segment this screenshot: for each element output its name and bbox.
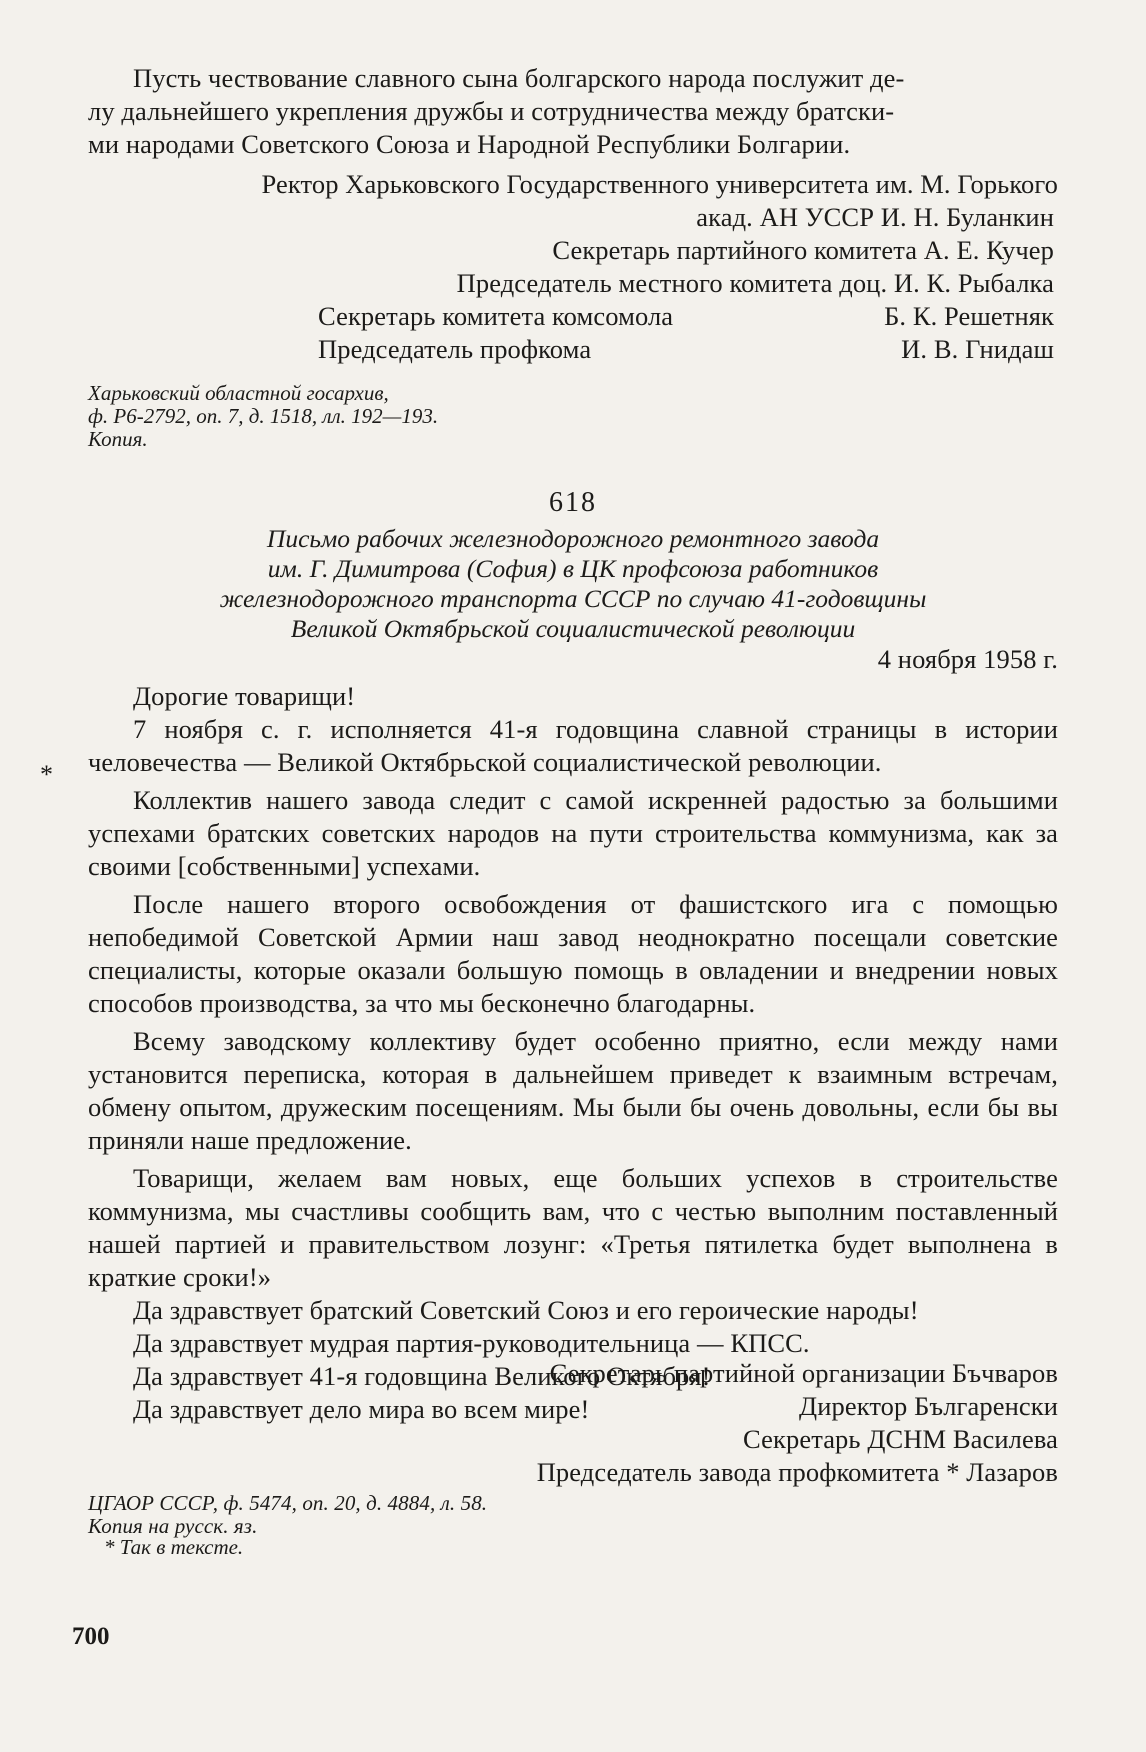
document-number: 618 (549, 487, 597, 518)
source-line: Копия на русск. яз. (88, 1514, 258, 1538)
margin-asterisk: * (40, 760, 53, 789)
signature-party-secretary: Секретарь партийного комитета А. Е. Кучер (552, 235, 1054, 265)
signature-rector-name: акад. АН УССР И. Н. Буланкин (696, 202, 1054, 232)
source-line: Харьковский областной госархив, (88, 381, 389, 405)
source-line: ф. Р6-2792, оп. 7, д. 1518, лл. 192—193. (88, 404, 439, 428)
title-line: Великой Октябрьской социалистической революции (290, 614, 856, 643)
signature-block-1 (88, 168, 1058, 366)
text-line: Пусть чествование славного сына болгарского народа послужит де- (133, 63, 905, 93)
signature-block-2 (88, 1357, 1058, 1538)
letter-paragraph: Товарищи, желаем вам новых, еще больших успехов в строительстве коммунизма, мы счастливы сообщить вам, что с честью выполним поставленный нашей партией и правительством лозунг: «Третья пятилетка будет выполнена в краткие сроки!» (88, 1163, 1058, 1292)
signature-komsomol (88, 300, 1058, 333)
archive-source-1 (88, 382, 688, 451)
signature-role: Секретарь комитета комсомола (318, 301, 674, 331)
page-number: 700 (72, 1623, 110, 1650)
source-line: Копия. (88, 427, 148, 451)
signature-party-org: Секретарь партийной организации Бъчваров (549, 1358, 1058, 1388)
letter-paragraph: 7 ноября с. г. исполняется 41-я годовщина славной страницы в истории человечества — Великой Октябрьской социалистической революции. (88, 714, 1058, 777)
signature-profkom-chair: Председатель завода профкомитета * Лазаров (536, 1457, 1058, 1487)
signature-dsnm: Секретарь ДСНМ Василева (743, 1424, 1058, 1454)
signature-name: Б. К. Решетняк (884, 301, 1054, 331)
text-line: лу дальнейшего укрепления дружбы и сотрудничества между братски- (88, 96, 895, 126)
title-line: Письмо рабочих железнодорожного ремонтного завода (266, 524, 880, 553)
document-title (88, 524, 1058, 644)
signature-director: Директор Българенски (799, 1391, 1058, 1421)
closing-line: Да здравствует 41-я годовщина Великого Октября! (133, 1361, 711, 1391)
letter-paragraph: Коллектив нашего завода следит с самой искренней радостью за большими успехами братских советских народов на пути строительства коммунизма, как за своими [собственными] успехами. (88, 785, 1058, 881)
title-line: им. Г. Димитрова (София) в ЦК профсоюза работников (267, 554, 879, 583)
opening-paragraph (88, 62, 1058, 161)
closing-line: Да здравствует мудрая партия-руководительница — КПСС. (133, 1328, 810, 1358)
text-line: ми народами Советского Союза и Народной Республики Болгарии. (88, 129, 851, 159)
title-line: железнодорожного транспорта СССР по случаю 41-годовщины (219, 584, 927, 613)
signature-name: И. В. Гнидаш (901, 334, 1054, 364)
document-date: 4 ноября 1958 г. (877, 644, 1058, 674)
signature-rector: Ректор Харьковского Государственного университета им. М. Горького (261, 169, 1058, 199)
archive-source-2 (88, 1492, 1058, 1538)
letter-paragraph: Всему заводскому коллективу будет особенно приятно, если между нами установится переписка, которая в дальнейшем приведет к взаимным встречам, обмену опытом, дружеским посещениям. Мы были бы очень довольны, если бы вы приняли наше предложение. (88, 1026, 1058, 1155)
footnote: * Так в тексте. (104, 1535, 244, 1559)
letter-paragraph: После нашего второго освобождения от фашистского ига с помощью непобедимой Советской Армии наш завод неоднократно посещали советские специалисты, которые оказали большую помощь в овладении и внедрении новых способов производства, за что мы бесконечно благодарны. (88, 889, 1058, 1018)
closing-line: Да здравствует дело мира во всем мире! (133, 1394, 590, 1424)
closing-line: Да здравствует братский Советский Союз и его героические народы! (133, 1295, 919, 1325)
source-line: ЦГАОР СССР, ф. 5474, оп. 20, д. 4884, л. 58. (88, 1491, 488, 1515)
letter-body (88, 680, 1058, 1426)
signature-profkom (88, 333, 1058, 366)
signature-role: Председатель профкома (318, 334, 592, 364)
greeting: Дорогие товарищи! (133, 681, 356, 711)
signature-local-committee: Председатель местного комитета доц. И. К. Рыбалка (456, 268, 1054, 298)
